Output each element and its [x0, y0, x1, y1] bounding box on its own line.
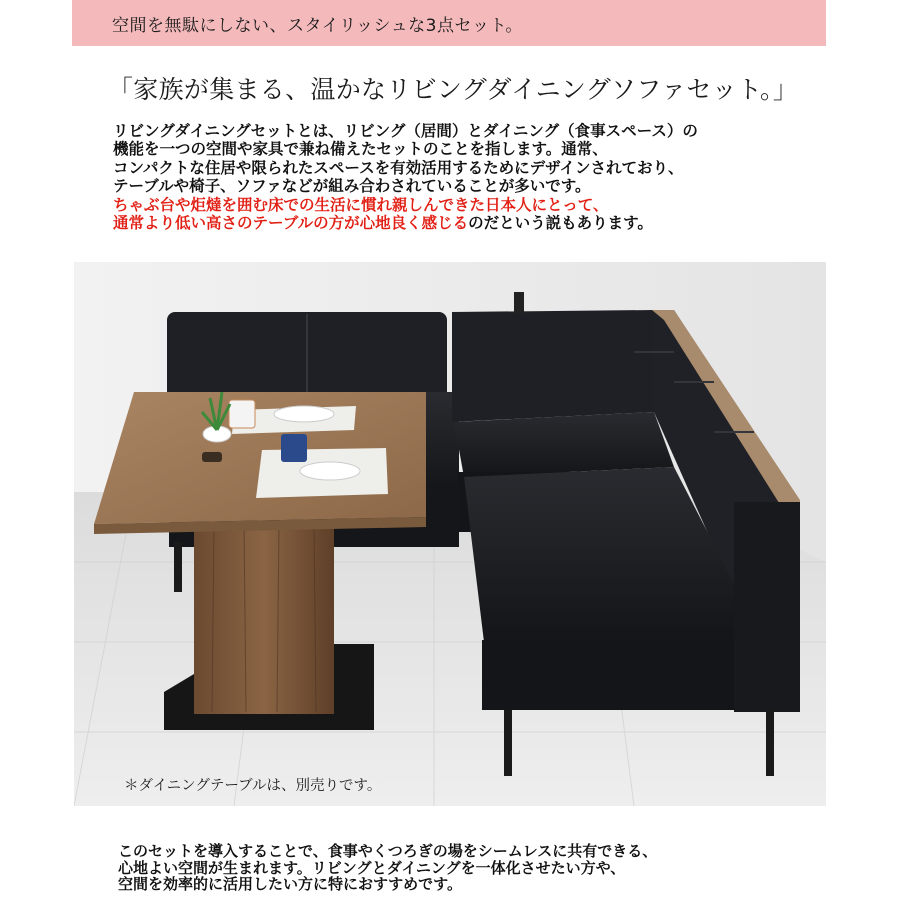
- cup: [281, 434, 307, 462]
- sofa-leg: [766, 710, 774, 776]
- sofa-leg: [504, 710, 512, 776]
- outro-line: このセットを導入することで、食事やくつろぎの場をシームレスに共有できる、: [118, 842, 658, 860]
- outro-line: 心地よい空間が生まれます。リビングとダイニングを一体化させたい方や、: [118, 858, 626, 877]
- banner-text: 空間を無駄にしない、スタイリッシュな3点セット。: [112, 15, 523, 36]
- plate: [274, 406, 334, 422]
- intro-line: テーブルや椅子、ソファなどが組み合わされていることが多いです。: [113, 177, 591, 196]
- corner-seat: [454, 412, 674, 477]
- headline: 「家族が集まる、温かなリビングダイニングソファセット。」: [108, 75, 799, 104]
- corner-backrest: [452, 310, 654, 422]
- intro-line: リビングダイニングセットとは、リビング（居間）とダイニング（食事スペース）の: [113, 122, 698, 140]
- intro-paragraph: [113, 122, 833, 232]
- cup: [229, 400, 255, 428]
- intro-tail-text: のだという説もあります。: [468, 214, 653, 233]
- outro-line: 空間を効率的に活用したい方に特におすすめです。: [118, 875, 462, 893]
- intro-highlight-line: ちゃぶ台や炬燵を囲む床での生活に慣れ親しんできた日本人にとって、: [113, 195, 609, 214]
- intro-highlight-text: 通常より低い高さのテーブルの方が心地良く感じる: [113, 214, 469, 233]
- photo-caption: ＊ダイニングテーブルは、別売りです。: [124, 778, 382, 794]
- plate: [300, 462, 360, 480]
- outro-paragraph: [118, 843, 657, 893]
- intro-line: コンパクトな住居や限られたスペースを有効活用するためにデザインされており、: [113, 158, 684, 177]
- intro-line: 機能を一つの空間や家具で兼ね備えたセットのことを指します。通常、: [113, 140, 608, 159]
- sofa-set-illustration: [74, 262, 826, 806]
- product-photo: [74, 262, 826, 806]
- top-banner: [72, 0, 826, 46]
- table-column: [194, 522, 334, 714]
